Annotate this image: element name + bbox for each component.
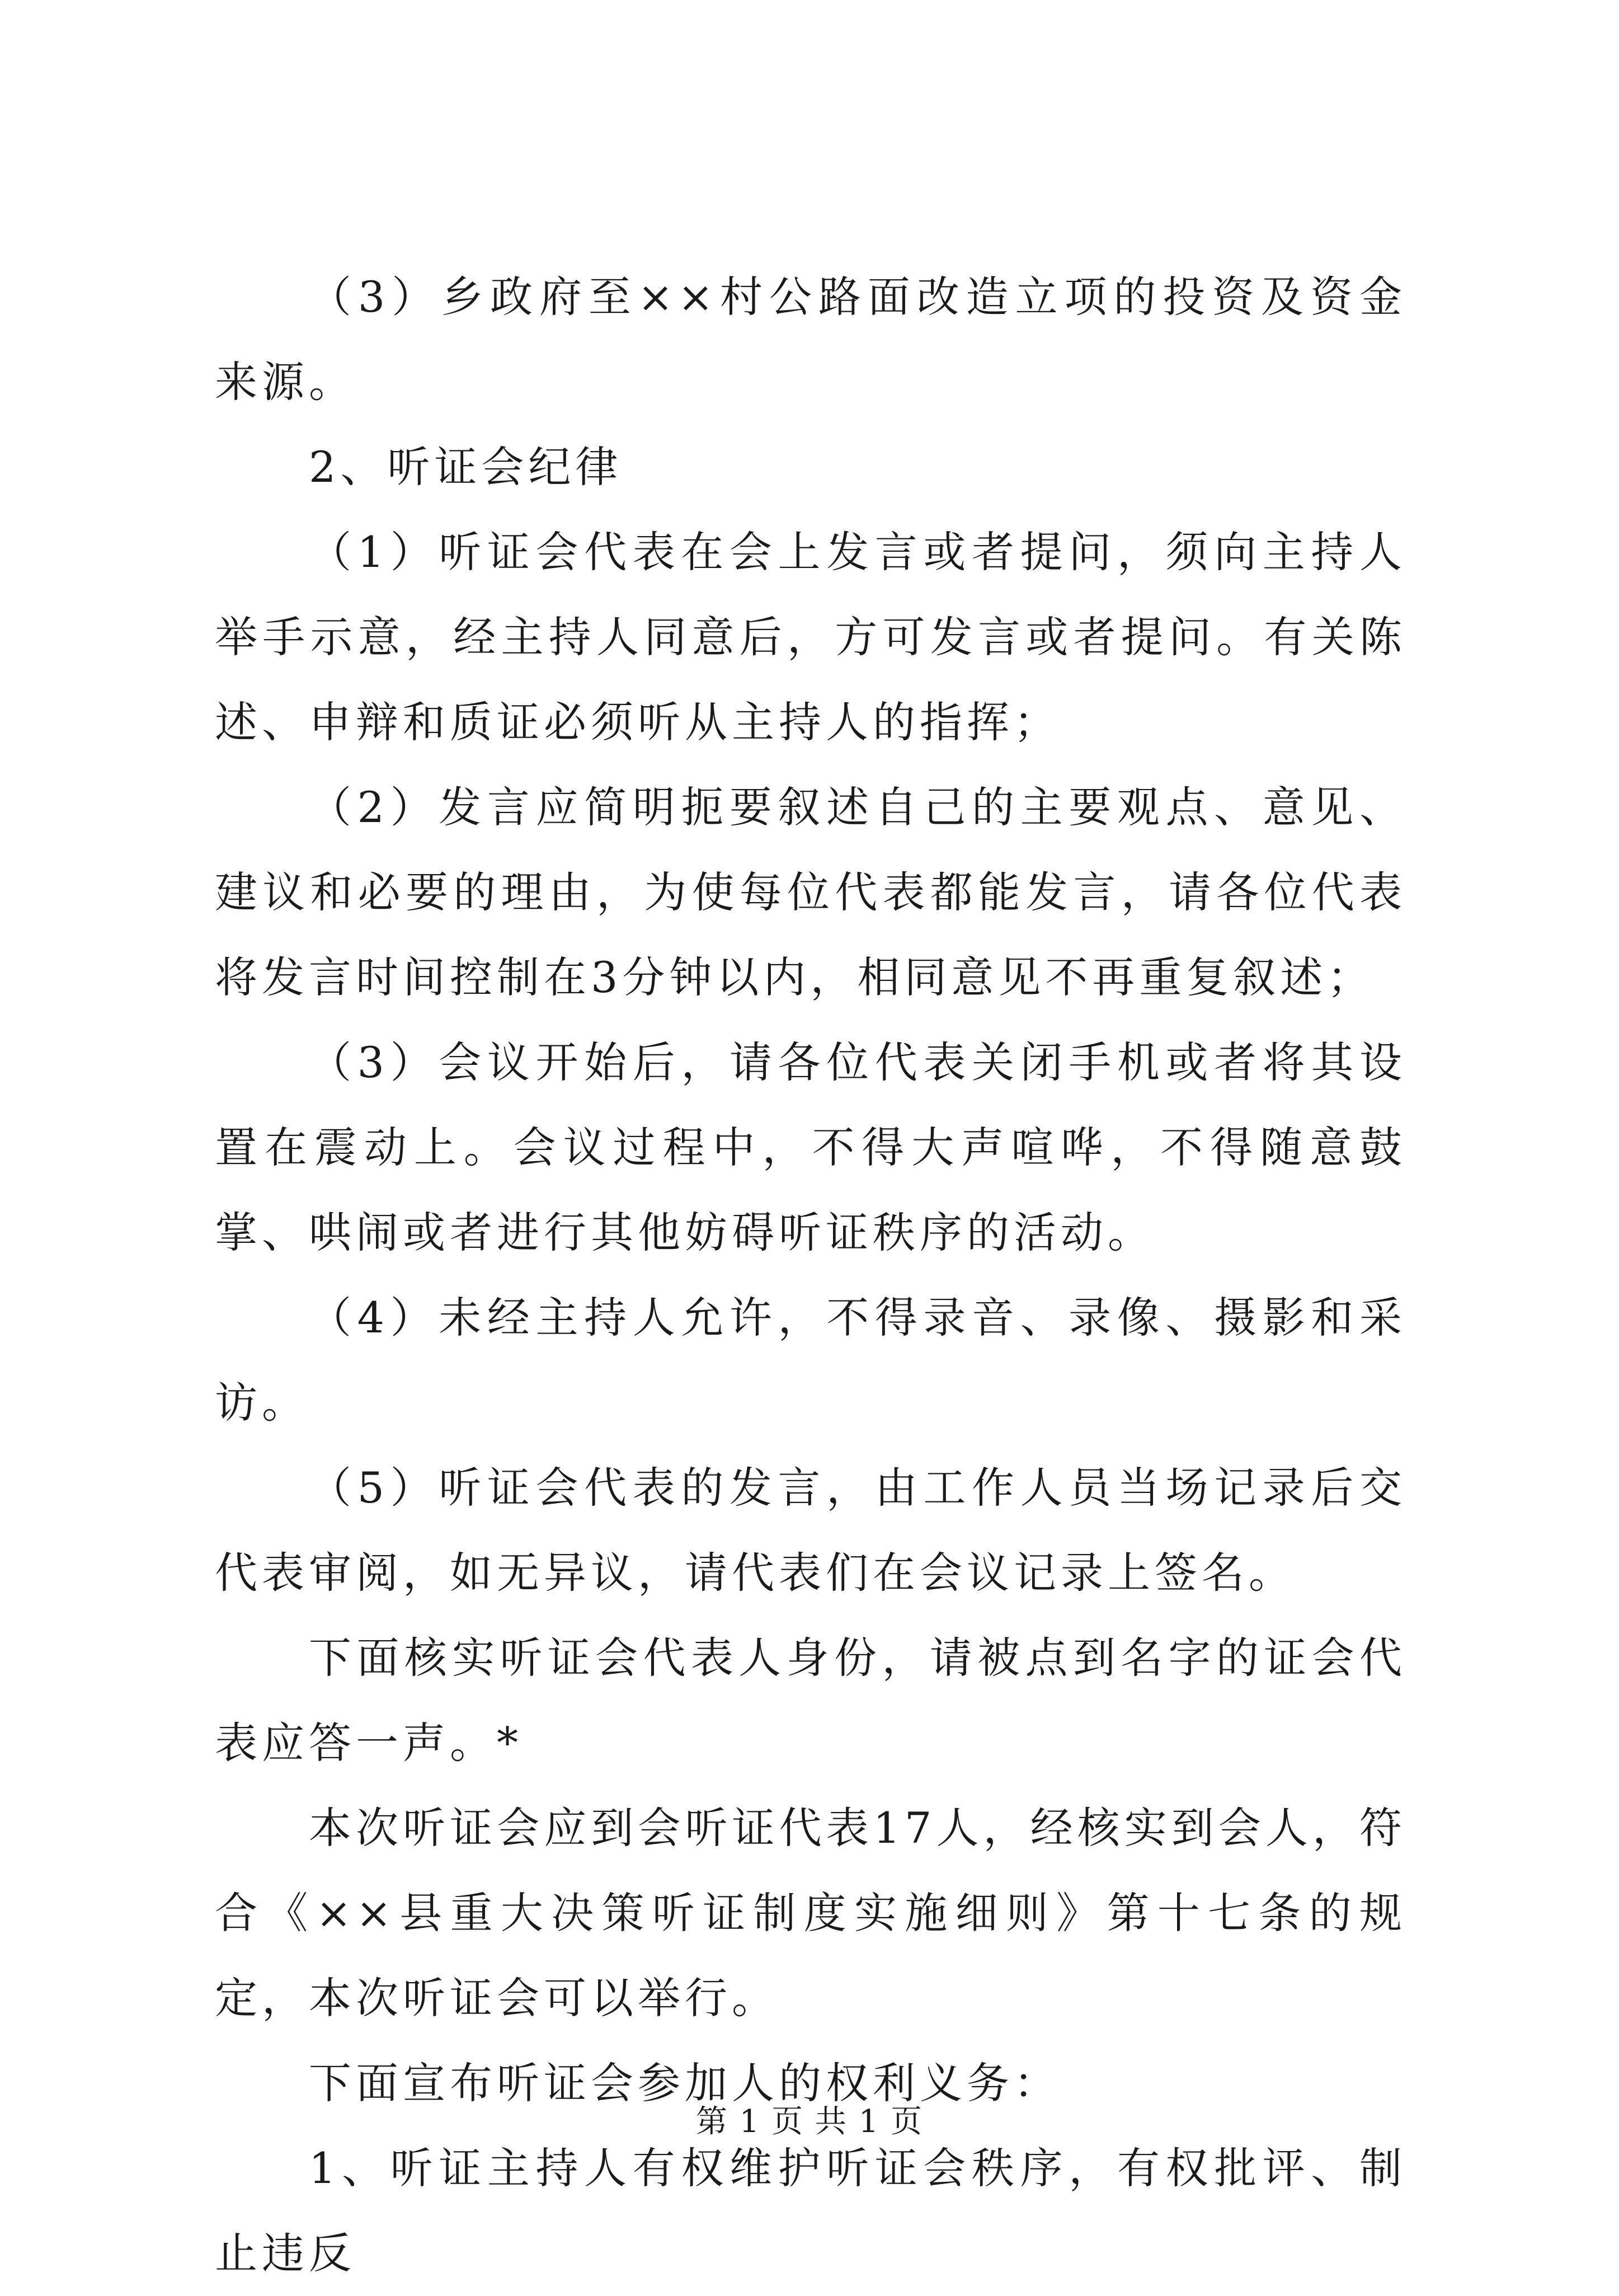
page-number-footer: 第 1 页 共 1 页: [695, 2104, 924, 2140]
document-body: [215, 255, 1406, 2296]
paragraph: 本次听证会应到会听证代表17人，经核实到会人，符合《××县重大决策听证制度实施细则》第十七条的规定，本次听证会可以举行。: [215, 1803, 1406, 2023]
paragraph: （3）乡政府至××村公路面改造立项的投资及资金来源。: [215, 272, 1406, 407]
paragraph: 下面核实听证会代表人身份，请被点到名字的证会代表应答一声。*: [215, 1633, 1406, 1768]
paragraph: （2）发言应简明扼要叙述自己的主要观点、意见、建议和必要的理由，为使每位代表都能发言，请各位代表将发言时间控制在3分钟以内，相同意见不再重复叙述；: [215, 782, 1406, 1002]
paragraph: （3）会议开始后，请各位代表关闭手机或者将其设置在震动上。会议过程中，不得大声喧哗，不得随意鼓掌、哄闹或者进行其他妨碍听证秩序的活动。: [215, 1037, 1406, 1257]
section-heading: 2、听证会纪律: [309, 442, 623, 492]
paragraph: （1）听证会代表在会上发言或者提问，须向主持人举手示意，经主持人同意后，方可发言或者提问。有关陈述、申辩和质证必须听从主持人的指挥；: [215, 527, 1406, 747]
paragraph: （5）听证会代表的发言，由工作人员当场记录后交代表审阅，如无异议，请代表们在会议记录上签名。: [215, 1463, 1406, 1598]
paragraph: 1、听证主持人有权维护听证会秩序，有权批评、制止违反: [215, 2143, 1406, 2278]
paragraph: （4）未经主持人允许，不得录音、录像、摄影和采访。: [215, 1293, 1406, 1428]
paragraph: 下面宣布听证会参加人的权利义务：: [309, 2058, 1061, 2108]
